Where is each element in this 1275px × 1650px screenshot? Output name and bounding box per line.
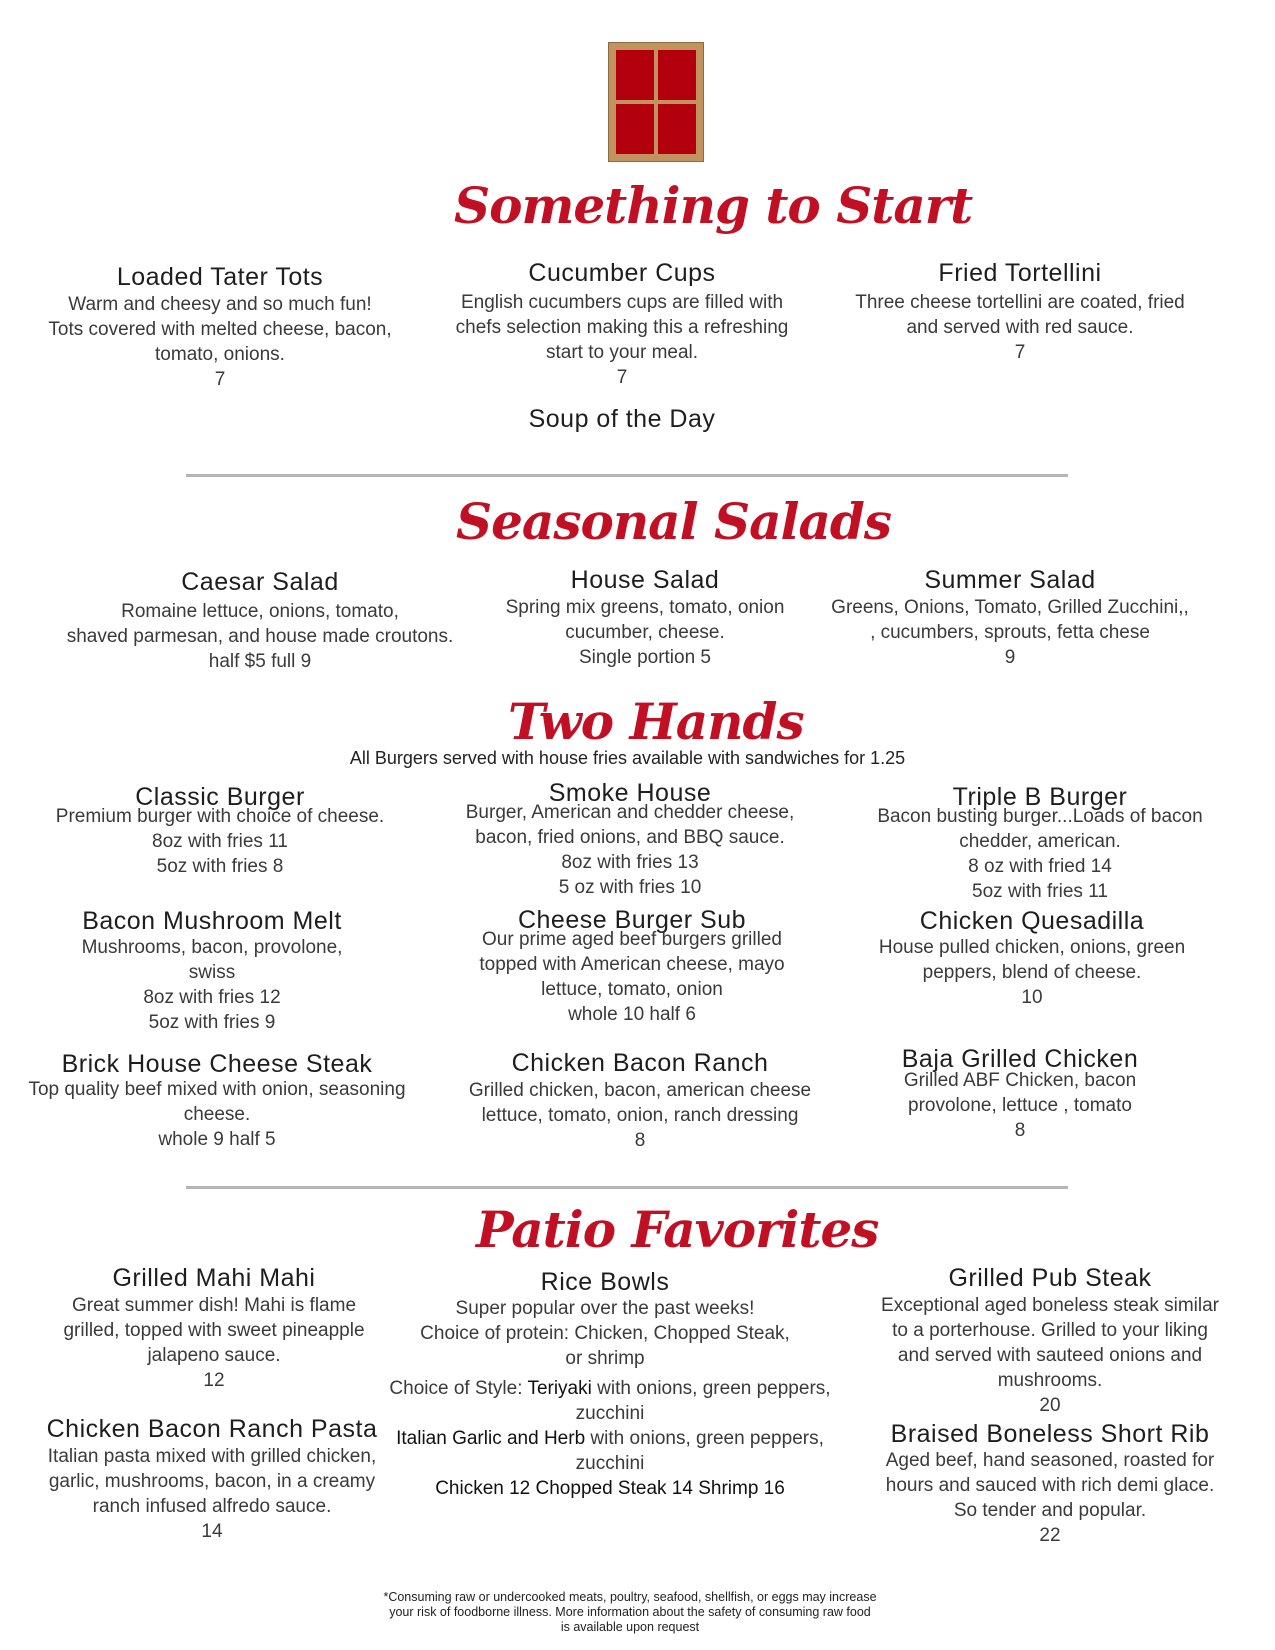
item-desc: Tots covered with melted cheese, bacon, [48, 319, 392, 340]
menu-item-rice-bowls [405, 1268, 805, 1371]
item-desc: English cucumbers cups are filled with [460, 292, 784, 313]
item-desc: Mushrooms, bacon, provolone, [81, 937, 343, 958]
menu-item [12, 1051, 422, 1152]
item-name: Braised Boneless Short Rib [890, 1420, 1210, 1448]
disclaimer-line: your risk of foodborne illness. More information about the safety of consuming raw food [389, 1605, 871, 1619]
item-desc: Romaine lettuce, onions, tomato, [121, 601, 399, 622]
menu-item [12, 907, 412, 1035]
item-desc: whole 10 half 6 [568, 1004, 696, 1025]
item-name: Cheese Burger Sub [517, 906, 747, 934]
menu-item [840, 784, 1240, 904]
style-desc: zucchini [575, 1403, 645, 1424]
item-desc: Warm and cheesy and so much fun! [68, 294, 372, 315]
item-price: 14 [201, 1521, 223, 1542]
item-name: Bacon Mushroom Melt [82, 907, 342, 935]
rice-bowl-prices: Chicken 12 Chopped Steak 14 Shrimp 16 [435, 1478, 785, 1499]
item-price: whole 9 half 5 [158, 1129, 276, 1150]
style-desc: with onions, green peppers, [591, 1378, 831, 1399]
item-name: Smoke House [548, 779, 712, 807]
item-price: 7 [1014, 342, 1026, 363]
item-name: Loaded Tater Tots [116, 263, 324, 291]
item-desc: grilled, topped with sweet pineapple [63, 1320, 365, 1341]
item-price: half $5 full 9 [208, 651, 312, 672]
item-desc: Bacon busting burger...Loads of bacon [877, 806, 1203, 827]
menu-item [850, 1420, 1250, 1548]
section-title-salads: Seasonal Salads [456, 492, 891, 551]
item-desc: hours and sauced with rich demi glace. [885, 1475, 1215, 1496]
item-name: Triple B Burger [952, 783, 1128, 811]
style-line [360, 1376, 860, 1401]
item-price: 7 [214, 369, 226, 390]
menu-item [432, 907, 832, 1027]
style-teriyaki: Teriyaki [527, 1378, 592, 1399]
item-desc: Three cheese tortellini are coated, fried [855, 292, 1185, 313]
item-name: House Salad [570, 566, 720, 594]
item-desc: bacon, fried onions, and BBQ sauce. [475, 827, 785, 848]
menu-item [810, 566, 1210, 670]
item-name: Chicken Bacon Ranch [511, 1049, 769, 1077]
section-title-start: Something to Start [454, 176, 973, 235]
item-desc: lettuce, tomato, onion, ranch dressing [481, 1105, 799, 1126]
item-desc: Great summer dish! Mahi is flame [71, 1295, 357, 1316]
item-desc: Super popular over the past weeks! [455, 1298, 755, 1319]
item-price: 9 [1004, 647, 1016, 668]
item-name: Soup of the Day [528, 405, 716, 433]
disclaimer-line: *Consuming raw or undercooked meats, poultry, seafood, shellfish, or eggs may increase [383, 1590, 877, 1604]
disclaimer-line: is available upon request [560, 1620, 700, 1634]
item-desc: chedder, american. [959, 831, 1121, 852]
item-name: Grilled Mahi Mahi [112, 1264, 316, 1292]
item-price: 8 [1014, 1120, 1026, 1141]
item-desc: topped with American cheese, mayo [479, 954, 785, 975]
item-desc: So tender and popular. [953, 1500, 1147, 1521]
style-line [360, 1426, 860, 1451]
menu-item [422, 259, 822, 390]
style-desc: zucchini [575, 1453, 645, 1474]
item-desc: and served with red sauce. [906, 317, 1134, 338]
item-desc: or shrimp [565, 1348, 645, 1369]
item-price: 7 [616, 367, 628, 388]
style-italian: Italian Garlic and Herb [396, 1428, 586, 1449]
item-desc: , cucumbers, sprouts, fetta chese [870, 622, 1150, 643]
menu-item [820, 259, 1220, 365]
item-desc: cheese. [183, 1104, 251, 1125]
menu-item [12, 1414, 412, 1544]
window-logo [608, 42, 704, 162]
divider [186, 474, 1068, 477]
item-name: Cucumber Cups [528, 259, 716, 287]
menu-item [20, 263, 420, 392]
section-title-two-hands: Two Hands [508, 692, 804, 751]
item-price: 20 [1039, 1395, 1061, 1416]
item-name: Classic Burger [135, 783, 305, 811]
section-note: All Burgers served with house fries available with sandwiches for 1.25 [349, 748, 906, 768]
item-name: Rice Bowls [540, 1268, 670, 1296]
style-desc: with onions, green peppers, [585, 1428, 824, 1449]
menu-item [50, 568, 470, 674]
item-desc: mushrooms. [997, 1370, 1103, 1391]
item-desc: Grilled chicken, bacon, american cheese [468, 1080, 812, 1101]
item-name: Chicken Quesadilla [919, 907, 1145, 935]
item-desc: tomato, onions. [155, 344, 285, 365]
item-name: Brick House Cheese Steak [61, 1050, 373, 1078]
item-price: 8 [634, 1130, 646, 1151]
menu-item [430, 780, 830, 900]
menu-item [422, 405, 822, 434]
item-desc: provolone, lettuce , tomato [908, 1095, 1132, 1116]
menu-item [850, 1263, 1250, 1418]
item-desc: Spring mix greens, tomato, onion [505, 597, 785, 618]
item-name: Chicken Bacon Ranch Pasta [46, 1415, 378, 1443]
item-desc: House pulled chicken, onions, green [878, 937, 1186, 958]
item-desc: Grilled ABF Chicken, bacon [903, 1070, 1137, 1091]
item-desc: garlic, mushrooms, bacon, in a creamy [48, 1471, 376, 1492]
item-desc: Exceptional aged boneless steak similar [881, 1295, 1219, 1316]
menu-item [440, 1048, 840, 1153]
disclaimer [300, 1590, 960, 1635]
item-desc: lettuce, tomato, onion [541, 979, 723, 1000]
item-desc: Italian pasta mixed with grilled chicken, [47, 1446, 377, 1467]
item-desc: 8oz with fries 12 [143, 987, 281, 1008]
item-name: Grilled Pub Steak [948, 1264, 1152, 1292]
item-desc: ranch infused alfredo sauce. [92, 1496, 332, 1517]
divider [186, 1186, 1068, 1189]
item-desc: Premium burger with choice of cheese. [55, 806, 385, 827]
item-desc: Aged beef, hand seasoned, roasted for [885, 1450, 1215, 1471]
item-desc: to a porterhouse. Grilled to your liking [892, 1320, 1208, 1341]
item-desc: 8 oz with fried 14 [968, 856, 1112, 877]
item-desc: chefs selection making this a refreshing [455, 317, 789, 338]
item-desc: Burger, American and chedder cheese, [465, 802, 795, 823]
item-desc: jalapeno sauce. [147, 1345, 281, 1366]
item-desc: 5 oz with fries 10 [558, 877, 702, 898]
style-label: Choice of Style: [389, 1378, 528, 1399]
item-desc: 5oz with fries 8 [156, 856, 284, 877]
item-name: Caesar Salad [181, 568, 339, 596]
item-desc: swiss [188, 962, 236, 983]
item-desc: 8oz with fries 11 [152, 831, 288, 852]
menu-item [14, 1263, 414, 1393]
item-price: Single portion 5 [578, 647, 712, 668]
item-name: Summer Salad [924, 566, 1096, 594]
item-name: Baja Grilled Chicken [901, 1045, 1139, 1073]
item-desc: 10 [1021, 987, 1043, 1008]
item-desc: cucumber, cheese. [565, 622, 725, 643]
menu-item [20, 784, 420, 879]
item-desc: Choice of protein: Chicken, Chopped Steak, [420, 1323, 790, 1344]
item-desc: peppers, blend of cheese. [922, 962, 1142, 983]
rice-bowl-styles [360, 1376, 860, 1501]
item-price: 12 [203, 1370, 225, 1391]
menu-item [462, 566, 828, 670]
menu-item [840, 1046, 1200, 1143]
section-title-patio: Patio Favorites [476, 1200, 879, 1259]
item-desc: 5oz with fries 9 [148, 1012, 276, 1033]
item-desc: Our prime aged beef burgers grilled [482, 929, 782, 950]
menu-item [832, 907, 1232, 1010]
item-desc: shaved parmesan, and house made croutons. [66, 626, 454, 647]
item-price: 22 [1039, 1525, 1061, 1546]
item-desc: 8oz with fries 13 [561, 852, 699, 873]
item-desc: start to your meal. [545, 342, 699, 363]
item-desc: Top quality beef mixed with onion, seasoning [28, 1079, 406, 1100]
item-name: Fried Tortellini [938, 259, 1102, 287]
item-desc: Greens, Onions, Tomato, Grilled Zucchini,, [831, 597, 1189, 618]
item-desc: 5oz with fries 11 [972, 881, 1108, 902]
item-desc: and served with sauteed onions and [897, 1345, 1203, 1366]
